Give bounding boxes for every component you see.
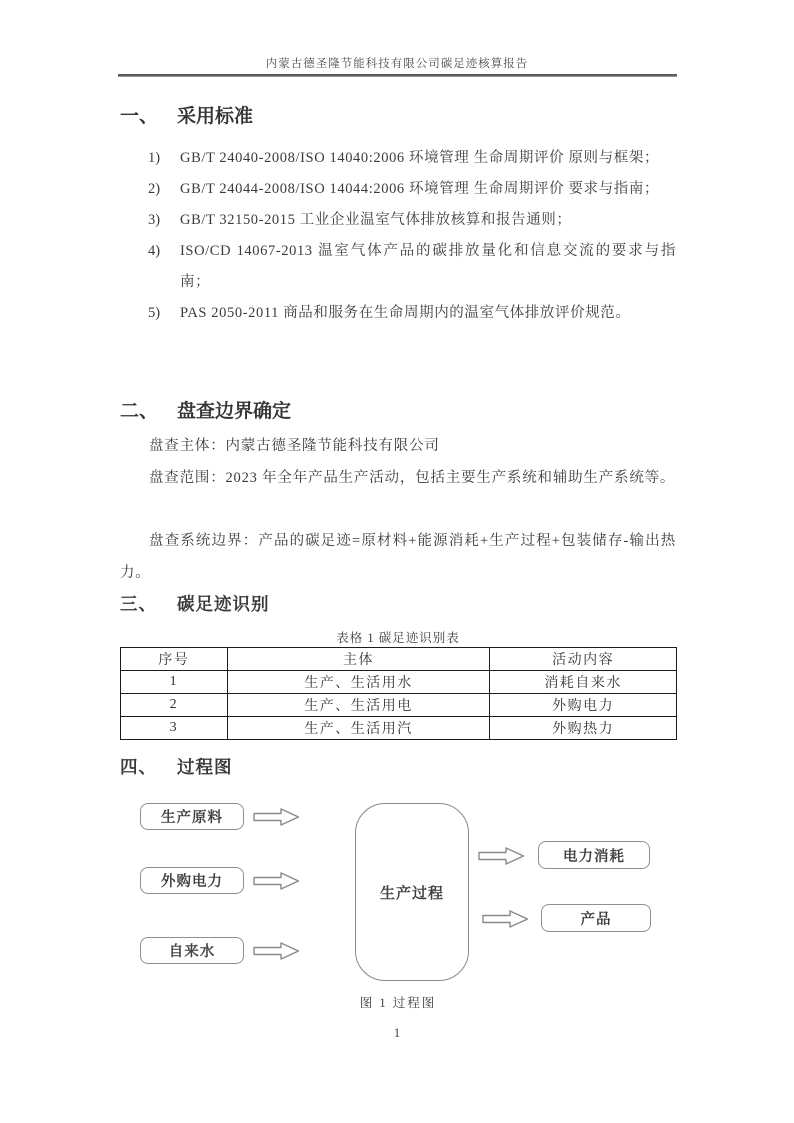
table-row (121, 694, 677, 717)
flow-arrow-icon (253, 808, 300, 826)
cell-activity: 消耗自来水 (490, 671, 677, 694)
col-header-seq: 序号 (121, 648, 228, 671)
footprint-identification-table (120, 647, 677, 740)
cell-activity: 外购热力 (490, 717, 677, 740)
section-2-number: 二、 (120, 401, 159, 422)
list-item (120, 143, 676, 174)
section-1-heading (120, 101, 676, 128)
list-item-number: 3) (148, 212, 161, 228)
list-item-number: 1) (148, 150, 161, 166)
col-header-activity: 活动内容 (490, 648, 677, 671)
table-row (121, 671, 677, 694)
cell-seq: 3 (121, 717, 228, 740)
list-item-number: 5) (148, 305, 161, 321)
list-item (120, 236, 676, 298)
flow-arrow-icon (478, 847, 525, 865)
diagram-input-tap-water: 自来水 (140, 937, 244, 964)
section-2-heading (120, 396, 676, 423)
diagram-output-electricity-consumption: 电力消耗 (538, 841, 650, 869)
section-1-title: 采用标准 (177, 106, 254, 127)
cell-seq: 1 (121, 671, 228, 694)
list-item-text: PAS 2050-2011 商品和服务在生命周期内的温室气体排放评价规范。 (180, 305, 631, 321)
list-item-number: 2) (148, 181, 161, 197)
standards-list (120, 143, 676, 329)
table-caption: 表格 1 碳足迹识别表 (336, 631, 460, 645)
paragraph-scope: 盘查范围：2023 年全年产品生产活动，包括主要生产系统和辅助生产系统等。 (149, 470, 676, 486)
list-item-text: ISO/CD 14067-2013 温室气体产品的碳排放量化和信息交流的要求与指南； (180, 243, 676, 290)
list-item (120, 205, 676, 236)
diagram-input-purchased-electricity: 外购电力 (140, 867, 244, 894)
list-item-text: GB/T 24044-2008/ISO 14044:2006 环境管理 生命周期评价 要求与指南； (180, 181, 660, 197)
paragraph-system-boundary: 盘查系统边界：产品的碳足迹=原材料+能源消耗+生产过程+包装储存-输出热力。 (120, 533, 676, 581)
section-4-heading (120, 754, 676, 779)
list-item-number: 4) (148, 243, 161, 259)
section-4-number: 四、 (120, 757, 157, 777)
paragraph-subject: 盘查主体：内蒙古德圣隆节能科技有限公司 (149, 438, 440, 454)
section-4-title: 过程图 (177, 757, 233, 777)
section-1-number: 一、 (120, 106, 159, 127)
table-header-row (121, 648, 677, 671)
diagram-output-product: 产品 (541, 904, 651, 932)
table-row (121, 717, 677, 740)
cell-seq: 2 (121, 694, 228, 717)
header-rule (118, 74, 677, 77)
cell-subject: 生产、生活用水 (227, 671, 489, 694)
cell-subject: 生产、生活用汽 (227, 717, 489, 740)
list-item (120, 298, 676, 329)
col-header-subject: 主体 (227, 648, 489, 671)
cell-activity: 外购电力 (490, 694, 677, 717)
cell-subject: 生产、生活用电 (227, 694, 489, 717)
figure-caption: 图 1 过程图 (359, 996, 437, 1010)
section-3-title: 碳足迹识别 (177, 594, 270, 614)
list-item (120, 174, 676, 205)
diagram-process-box: 生产过程 (355, 803, 469, 981)
flow-arrow-icon (482, 910, 529, 928)
diagram-input-raw-material: 生产原料 (140, 803, 244, 830)
header-title: 内蒙古德圣隆节能科技有限公司碳足迹核算报告 (265, 58, 529, 70)
section-2-title: 盘查边界确定 (177, 401, 292, 422)
flow-arrow-icon (253, 872, 300, 890)
section-3-number: 三、 (120, 594, 157, 614)
process-flow-diagram (120, 790, 676, 990)
flow-arrow-icon (253, 942, 300, 960)
list-item-text: GB/T 24040-2008/ISO 14040:2006 环境管理 生命周期评价 原则与框架； (180, 150, 660, 166)
list-item-text: GB/T 32150-2015 工业企业温室气体排放核算和报告通则； (180, 212, 572, 228)
page-number: 1 (393, 1026, 401, 1040)
section-3-heading (120, 591, 676, 616)
